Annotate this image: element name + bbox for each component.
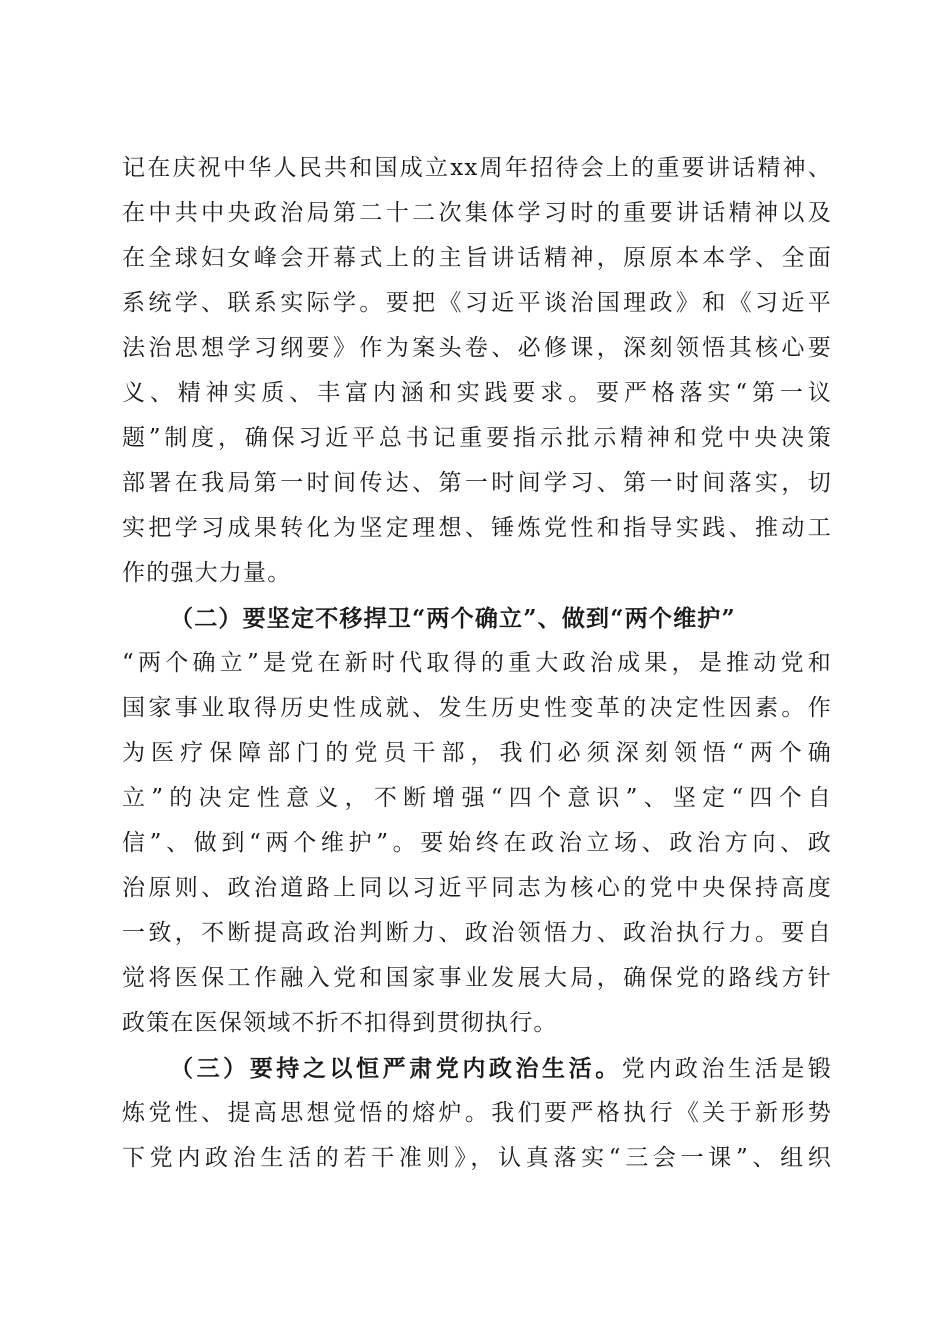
text-line: 立”的决定性意义，不断增强“四个意识”、坚定“四个自 — [122, 785, 832, 811]
section-three — [122, 1046, 832, 1181]
text-line: 题”制度，确保习近平总书记重要指示批示精神和党中央决策 — [122, 425, 832, 451]
text-line: “两个确立”是党在新时代取得的重大政治成果，是推动党和 — [122, 650, 832, 676]
text-line: 治原则、政治道路上同以习近平同志为核心的党中央保持高度 — [122, 875, 832, 901]
text-line: 一致，不断提高政治判断力、政治领悟力、政治执行力。要自 — [122, 920, 832, 946]
text-line: 为医疗保障部门的党员干部，我们必须深刻领悟“两个确 — [122, 740, 832, 766]
text-line: 国家事业取得历史性成就、发生历史性变革的决定性因素。作 — [122, 695, 832, 721]
text-line: 作的强大力量。 — [122, 560, 292, 586]
text-line: 下党内政治生活的若干准则》，认真落实“三会一课”、组织 — [122, 1145, 832, 1171]
text-line: 系统学、联系实际学。要把《习近平谈治国理政》和《习近平 — [122, 290, 832, 316]
text-line: 觉将医保工作融入党和国家事业发展大局，确保党的路线方针 — [122, 965, 832, 991]
section-three-heading: （三）要持之以恒严肃党内政治生活。 — [170, 1055, 622, 1082]
text-line: 实把学习成果转化为坚定理想、锤炼党性和指导实践、推动工 — [122, 515, 832, 541]
section-two-heading: （二）要坚定不移捍卫“两个确立”、做到“两个维护” — [170, 605, 736, 632]
text-line: 义、精神实质、丰富内涵和实践要求。要严格落实“第一议 — [122, 380, 832, 406]
paragraph-study-requirements — [122, 146, 832, 596]
document-body — [122, 146, 832, 1181]
text-line: 记在庆祝中华人民共和国成立xx周年招待会上的重要讲话精神、 — [122, 155, 832, 181]
text-line: 法治思想学习纲要》作为案头卷、必修课，深刻领悟其核心要 — [122, 335, 832, 361]
section-two — [122, 596, 832, 1046]
text-line: 信”、做到“两个维护”。要始终在政治立场、政治方向、政 — [122, 830, 832, 856]
text-line: 在全球妇女峰会开幕式上的主旨讲话精神，原原本本学、全面 — [122, 245, 832, 271]
text-line: 炼党性、提高思想觉悟的熔炉。我们要严格执行《关于新形势 — [122, 1100, 832, 1126]
section-three-first-line — [122, 1046, 832, 1091]
text-line: 在中共中央政治局第二十二次集体学习时的重要讲话精神以及 — [122, 200, 832, 226]
text-line: 政策在医保领域不折不扣得到贯彻执行。 — [122, 1010, 558, 1036]
text-line: 部署在我局第一时间传达、第一时间学习、第一时间落实，切 — [122, 470, 832, 496]
section-three-first-line-text: 党内政治生活是锻 — [621, 1056, 832, 1082]
